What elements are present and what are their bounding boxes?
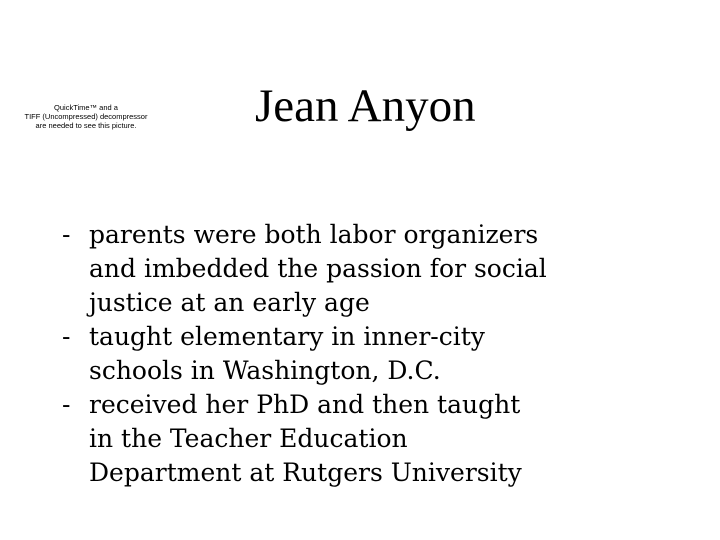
bullet-line: received her PhD and then taught <box>89 390 521 419</box>
bullet-line: and imbedded the passion for social <box>89 254 547 283</box>
bullet-line: Department at Rutgers University <box>89 458 522 487</box>
bullet-item <box>62 218 702 320</box>
bullet-line: in the Teacher Education <box>89 424 408 453</box>
quicktime-placeholder-image <box>8 103 164 130</box>
bullet-list <box>62 218 702 490</box>
bullet-line: parents were both labor organizers <box>89 220 539 249</box>
bullet-marker: - <box>62 322 71 351</box>
slide-title: Jean Anyon <box>255 80 476 132</box>
placeholder-line: TIFF (Uncompressed) decompressor <box>24 112 148 121</box>
bullet-item <box>62 388 702 490</box>
bullet-line: justice at an early age <box>89 288 370 317</box>
bullet-marker: - <box>62 390 71 419</box>
bullet-line: taught elementary in inner-city <box>89 322 485 351</box>
placeholder-line: are needed to see this picture. <box>35 121 137 130</box>
bullet-marker: - <box>62 220 71 249</box>
placeholder-line: QuickTime™ and a <box>54 103 118 112</box>
bullet-line: schools in Washington, D.C. <box>89 356 441 385</box>
bullet-item <box>62 320 702 388</box>
